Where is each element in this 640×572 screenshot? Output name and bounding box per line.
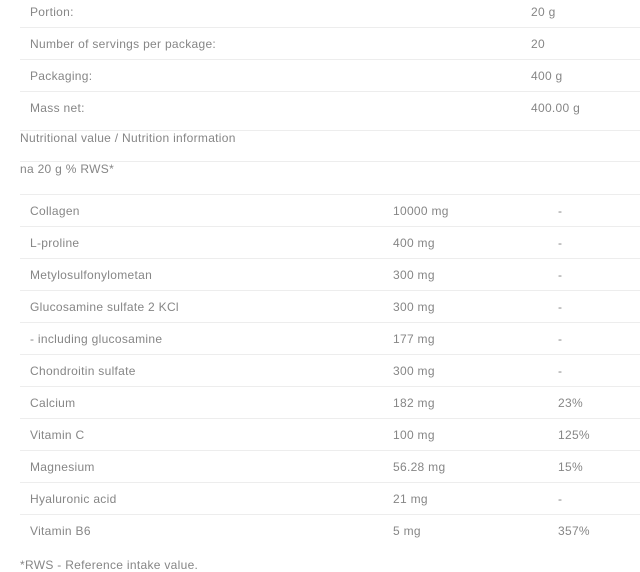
column-header-amount: na 20 g bbox=[20, 162, 63, 176]
ingredient-amount: 400 mg bbox=[393, 235, 435, 250]
column-header-rws: % RWS* bbox=[65, 162, 115, 176]
info-row-mass-net bbox=[20, 92, 640, 123]
ingredient-name: - including glucosamine bbox=[30, 331, 163, 346]
ingredient-name: L-proline bbox=[30, 235, 80, 250]
table-row bbox=[20, 355, 640, 387]
rws-footnote: *RWS - Reference intake value. bbox=[20, 558, 199, 572]
ingredient-amount: 100 mg bbox=[393, 427, 435, 442]
info-value: 400.00 g bbox=[531, 100, 581, 115]
table-row bbox=[20, 227, 640, 259]
table-row bbox=[20, 483, 640, 515]
ingredient-rws: 125% bbox=[558, 427, 590, 442]
table-row bbox=[20, 419, 640, 451]
ingredient-name: Magnesium bbox=[30, 459, 95, 474]
ingredient-amount: 300 mg bbox=[393, 363, 435, 378]
ingredient-rws: 15% bbox=[558, 459, 583, 474]
ingredient-name: Metylosulfonylometan bbox=[30, 267, 153, 282]
table-row bbox=[20, 515, 640, 546]
nutrition-table bbox=[20, 195, 640, 546]
ingredient-amount: 56.28 mg bbox=[393, 459, 446, 474]
ingredient-name: Glucosamine sulfate 2 KCl bbox=[30, 299, 179, 314]
table-row bbox=[20, 195, 640, 227]
info-row-packaging bbox=[20, 60, 640, 92]
ingredient-rws: - bbox=[558, 299, 563, 314]
ingredient-name: Collagen bbox=[30, 203, 80, 218]
ingredient-amount: 10000 mg bbox=[393, 203, 449, 218]
info-row-portion bbox=[20, 0, 640, 28]
ingredient-rws: 357% bbox=[558, 523, 590, 538]
ingredient-name: Calcium bbox=[30, 395, 76, 410]
table-header-row bbox=[20, 162, 640, 195]
ingredient-rws: - bbox=[558, 491, 563, 506]
ingredient-amount: 300 mg bbox=[393, 267, 435, 282]
ingredient-name: Vitamin B6 bbox=[30, 523, 91, 538]
ingredient-name: Hyaluronic acid bbox=[30, 491, 117, 506]
info-value: 20 bbox=[531, 36, 545, 51]
section-title-row bbox=[20, 130, 640, 162]
info-value: 20 g bbox=[531, 4, 556, 19]
ingredient-rws: - bbox=[558, 235, 563, 250]
info-value: 400 g bbox=[531, 68, 563, 83]
table-row bbox=[20, 291, 640, 323]
ingredient-amount: 177 mg bbox=[393, 331, 435, 346]
ingredient-rws: - bbox=[558, 267, 563, 282]
ingredient-amount: 300 mg bbox=[393, 299, 435, 314]
info-label: Packaging: bbox=[30, 68, 93, 83]
info-label: Number of servings per package: bbox=[30, 36, 217, 51]
ingredient-name: Chondroitin sulfate bbox=[30, 363, 136, 378]
section-title: Nutritional value / Nutrition information bbox=[20, 131, 236, 145]
info-label: Mass net: bbox=[30, 100, 85, 115]
info-row-servings bbox=[20, 28, 640, 60]
info-label: Portion: bbox=[30, 4, 74, 19]
ingredient-amount: 21 mg bbox=[393, 491, 428, 506]
table-row bbox=[20, 451, 640, 483]
table-row bbox=[20, 387, 640, 419]
product-info-section bbox=[20, 0, 640, 123]
ingredient-amount: 182 mg bbox=[393, 395, 435, 410]
ingredient-name: Vitamin C bbox=[30, 427, 85, 442]
ingredient-amount: 5 mg bbox=[393, 523, 421, 538]
nutrition-panel bbox=[20, 0, 640, 572]
ingredient-rws: - bbox=[558, 363, 563, 378]
table-row bbox=[20, 323, 640, 355]
ingredient-rws: - bbox=[558, 203, 563, 218]
ingredient-rws: 23% bbox=[558, 395, 583, 410]
ingredient-rws: - bbox=[558, 331, 563, 346]
table-row bbox=[20, 259, 640, 291]
